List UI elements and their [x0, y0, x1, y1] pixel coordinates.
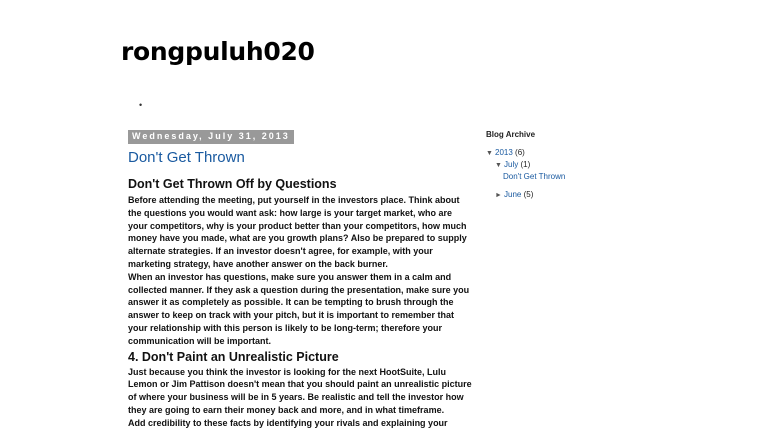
collapse-toggle-icon[interactable]: ▼	[495, 162, 502, 169]
archive-post-item	[486, 172, 686, 184]
archive-count: (1)	[520, 160, 531, 169]
archive-month-june	[486, 190, 686, 202]
post-title-link[interactable]: Don't Get Thrown	[128, 149, 245, 166]
expand-toggle-icon[interactable]: ►	[495, 192, 502, 199]
post-date-header: Wednesday, July 31, 2013	[128, 130, 294, 144]
archive-post-link[interactable]: Don't Get Thrown	[503, 172, 566, 181]
blog-description-dot: •	[139, 100, 143, 110]
archive-count: (5)	[523, 190, 534, 199]
post-heading-unrealistic: 4. Don't Paint an Unrealistic Picture	[128, 349, 339, 364]
archive-count: (6)	[515, 148, 525, 157]
archive-month-link[interactable]: June	[504, 190, 522, 199]
archive-month-link[interactable]: July	[504, 160, 519, 169]
blog-archive-title: Blog Archive	[486, 130, 536, 139]
blog-title[interactable]: rongpuluh020	[121, 37, 315, 66]
post-paragraph: Just because you think the investor is looking for the next HootSuite, Lulu Lemon or Jim Pattison doesn't mean that you should paint an unrealistic picture of where your business will be in 5 years. Be realistic and tell the investor how they are going to earn their money back and more, and in what timeframe.	[128, 366, 472, 415]
post-paragraph: Before attending the meeting, put yourself in the investors place. Think about the questions you would want ask: how large is your target market, who are your competitors, why is your product better than your competitors, how much money have you made, what are you growth plans? Also be prepared to supply alternate strategies. If an investor doesn't agree, for example, with your marketing strategy, have another answer on the back burner.	[128, 195, 467, 269]
post-heading-questions: Don't Get Thrown Off by Questions	[128, 177, 337, 191]
post-body	[128, 176, 473, 430]
archive-year-link[interactable]: 2013	[495, 148, 513, 157]
post-paragraph: Add credibility to these facts by identifying your rivals and explaining your	[128, 417, 448, 428]
post-paragraph: When an investor has questions, make sure you answer them in a calm and collected manner. If they ask a question during the presentation, make sure you answer it as completely as possible. It can be tempting to brush through the answer to keep on track with your pitch, but it is important to remember that your relationship with this person is likely to be long-term; therefore your communication will be important.	[128, 271, 470, 346]
archive-month-july	[486, 160, 686, 172]
sidebar	[486, 130, 686, 202]
collapse-toggle-icon[interactable]: ▼	[486, 150, 493, 157]
archive-year-2013	[486, 148, 686, 160]
